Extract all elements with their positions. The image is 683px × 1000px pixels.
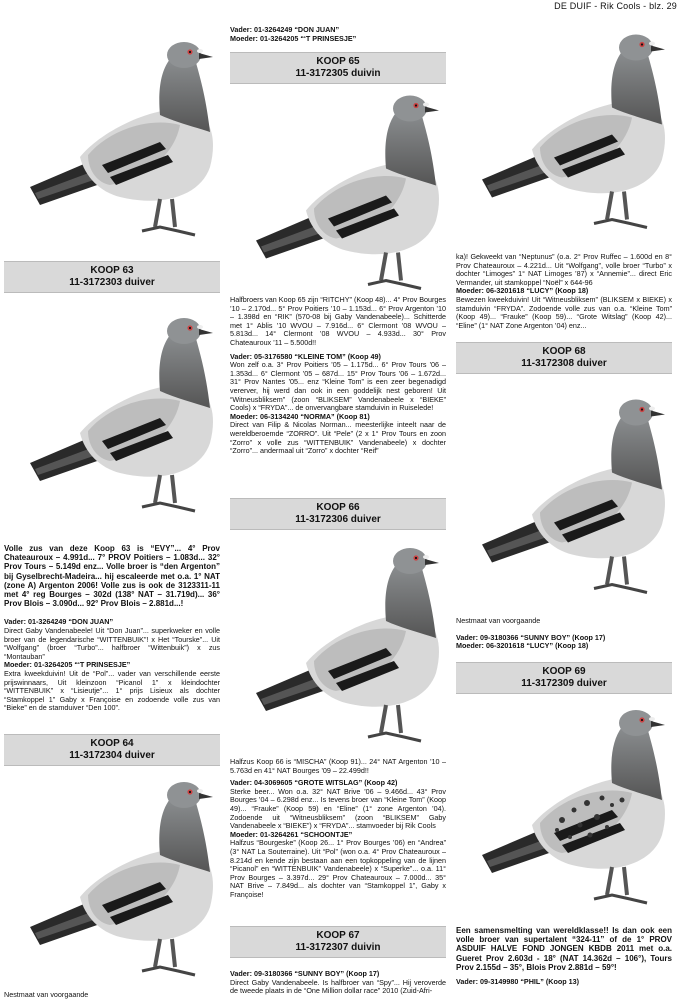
pigeon-photo-koop-64 — [10, 772, 220, 982]
koop-66-vader-text: Sterke beer... Won o.a. 32° NAT Brive ’06 – 9.466d... 43° Prov Bourges ’04 – 6.298d enz... Is tevens broer van “Kleine Tom” (Koop 49)... “Frauke” (Koop 59) en “Eline” (1° zone Argenton ’04). Zodoende uit “Witneusbliksem” (zoon “BLIKSEM” Gaby Vandenabeele x “BIEKE”) x “FRYDA”... stamvoeder bij Rik Cools — [230, 786, 446, 831]
koop-65-top-moeder: Moeder: 01-3264205 “‘T PRINSESJE” — [230, 33, 357, 43]
koop-64-title: KOOP 64 — [90, 738, 134, 749]
koop-63-title: KOOP 63 — [90, 265, 134, 276]
koop-67-vader-text: Direct Gaby Vandenabeele. Is halfbroer van “Spy”... Hij veroverde de tweede plaats in de “One Million dollar race” 2010 (Zuid-Afri- — [230, 977, 446, 996]
koop-63-intro: Volle zus van deze Koop 63 is “EVY”... 4° Prov Chateauroux – 4.991d... 7° PROV Poitiers – 1.083d... 32° Prov Tours – 5.149d enz... Volle broer is “den Argenton” bij Gyselbrecht-Madeira... hij escaleerde met o.a. 1° NAT (zone A) Argenton 2006! Volle zus is ook de 3123311-11 met 4° reg Bourges – 302d (138° NAT – 31.719d)... 36° Prov Blois – 3.090d... 92° Prov Blois – 2.881d...! — [4, 544, 220, 609]
koop-66-moeder-title: Moeder: 01-3264261 “SCHOONTJE” — [230, 829, 353, 839]
koop-69-final: Een samensmelting van wereldklasse!! Is dan ook een volle broer van supertalent “324-11” of de 1° PROV ASDUIF HALVE FOND JONGEN KBDB 2011 met o.a. Gueret Prov 2.603d - 18° (NAT 14.362d – 106°), Tours Prov 2.155d – 35°, Blois Prov 2.881d – 59°! — [456, 926, 672, 972]
koop-65-p1: Halfbroers van Koop 65 zijn “RITCHY” (Koop 48)... 4° Prov Bourges ’10 – 2.170d... 5° Prov Poitiers ’10 – 1.153d... 6° Prov Argenton ’10 – 1.398d en “RIK” (570-08 bij Gaby Vandenabeele)... Schitterde met 1° Ablis ’10 WVOU – 7.916d... 6° Clermont ’08 WVOU – 5.813d... 14° Clermont ’08 WVOU – 4.933d... 30° Prov Chateauroux ’11 – 5.500d!! — [230, 295, 446, 347]
koop-63-description — [4, 544, 220, 713]
koop-63-banner — [4, 261, 220, 293]
koop-65-banner — [230, 52, 446, 84]
koop-67-moeder-title: Moeder: 06-3201618 “LUCY” (Koop 18) — [456, 286, 589, 296]
pigeon-photo-koop-69 — [462, 700, 672, 910]
koop-63-vader-text: Direct Gaby Vandenabeele! Uit “Don Juan”... superkweker en volle broer van de legendarische “WITTENBUIK”! x Het “Tourske”... Uit “Wolfgang” (broer “Turbo”... halfbroer “Wittenbuik”) x zus “Montauban” — [4, 626, 220, 661]
koop-65-vader-text: Won zelf o.a. 3° Prov Poitiers ’05 – 1.175d... 6° Prov Tours ’06 – 1.353d... 6° Clermont ’05 – 687d... 15° Prov Tours ’06 – 1.672d... 31° Prov Nantes ’05... enz “Kleine Tom” is een zeer begenadigd vererver, hij werd dan ook in een goddelijk nest geboren! Uit “Witneusbliksem” (zoon “BLIKSEM” Vandenabeele x “BIEKE” Cools) x “FRYDA”... de onvervangbare stamduivin in Ruiselede! — [230, 360, 446, 413]
koop-65-vader-title: Vader: 05-3176580 “KLEINE TOM” (Koop 49) — [230, 351, 381, 361]
koop-66-banner — [230, 498, 446, 530]
pigeon-photo-koop-66 — [236, 538, 446, 748]
koop-69-title: KOOP 69 — [542, 666, 586, 677]
koop-64-ring: 11-3172304 duiver — [69, 750, 155, 761]
koop-67-description — [230, 970, 446, 996]
koop-66-p1: Halfzus Koop 66 is “MISCHA” (Koop 91)... 24° NAT Argenton ’10 – 5.763d en 41° NAT Bourges ’09 – 22.499d!! — [230, 757, 446, 775]
koop-69-moeder-title: Moeder: 06-3201618 “LUCY” (Koop 18) — [456, 641, 589, 651]
page-header: DE DUIF - Rik Cools - blz. 29 — [554, 1, 677, 11]
pigeon-photo-nestmate-68 — [462, 392, 672, 597]
koop-67-ring: 11-3172307 duivin — [295, 942, 381, 953]
koop-67-vader-title: Vader: 09-3180366 “SUNNY BOY” (Koop 17) — [230, 969, 380, 978]
koop-65-top-vader: Vader: 01-3264249 “DON JUAN” — [230, 25, 340, 34]
koop-63-ring: 11-3172303 duiver — [69, 277, 155, 288]
pigeon-photo-nestmate-63 — [10, 298, 220, 528]
koop-67-moeder-text: Bewezen kweekduivin! Uit “Witneusbliksem” (BLIKSEM x BIEKE) x stamduivin “FRYDA”. Zodoende volle zus van o.a. “Kleine Tom” (Koop 49)... “Frauke” (Koop 59)... “Grote Witslag” (Koop 42)... “Eline” (1° NAT Zone Argenton ’04) enz... — [456, 294, 672, 330]
koop-65-parents — [230, 26, 446, 43]
koop-67-title: KOOP 67 — [316, 930, 360, 941]
koop-64-banner — [4, 734, 220, 766]
pigeon-photo-koop-63 — [10, 22, 220, 252]
koop-66-description — [230, 758, 446, 900]
koop-63-moeder-title: Moeder: 01-3264205 “‘T PRINSESJE” — [4, 660, 131, 670]
koop-69-ring: 11-3172309 duiver — [521, 678, 607, 689]
koop-68-ring: 11-3172308 duiver — [521, 358, 607, 369]
koop-68-banner — [456, 342, 672, 374]
koop-66-ring: 11-3172306 duiver — [295, 514, 381, 525]
koop-65-ring: 11-3172305 duivin — [295, 68, 381, 79]
pigeon-photo-koop-67 — [462, 22, 672, 237]
koop-69-banner — [456, 662, 672, 694]
koop-63-vader-title: Vader: 01-3264249 “DON JUAN” — [4, 617, 114, 627]
pigeon-photo-koop-65 — [236, 88, 446, 293]
koop-67-p1: ka)! Gekweekt van “Neptunus” (o.a. 2° Prov Ruffec – 1.600d en 8° Prov Chateauroux – 4.221d... Uit “Wolfgang”, volle broer “Turbo” x dochter “Limoges” 1° NAT Limoges ’87) x “Annemie”... direct Eric Vermander, uit stamkoppel “Noël” x 644-96 — [456, 252, 672, 287]
koop-65-title: KOOP 65 — [316, 56, 360, 67]
koop-65-moeder-title: Moeder: 06-3134240 “NORMA” (Koop 81) — [230, 411, 370, 421]
koop-66-moeder-text: Halfzus “Bourgeske” (Koop 26... 1° Prov Bourges ’06) en “Andrea” (3° NAT La Souterraine). Uit “Pol” (won o.a. 4° Prov Chateauroux – 8.214d en kende zijn bestaan aan een topkoppeling van de lijnen “Picanol” en “WITTENBUIK” Vandenabeele) x “Superke”... o.a. 11° Prov Bourges – 3.397d... 29° Prov Chateauroux – 7.000d... 35° NAT Brive – 7.849d... als dochter van “Stamkoppel 1”, Gaby x Françoise! — [230, 838, 446, 899]
koop-69-vader-title: Vader: 09-3149980 “PHIL” (Koop 13) — [456, 977, 580, 987]
col3-caption: Nestmaat van voorgaande — [456, 616, 541, 625]
koop-65-description — [230, 296, 446, 456]
koop-67-banner — [230, 926, 446, 958]
koop-66-title: KOOP 66 — [316, 502, 360, 513]
col1-caption: Nestmaat van voorgaande — [4, 990, 89, 999]
koop-63-moeder-text: Extra kweekduivin! Uit de “Pol”... vader van verschillende eerste prijswinnaars, Uit kleinzoon “Picanol 1” x kleindochter “WITTENBUIK” x “Lisieutje”... 1° prijs Lisieux als dochter “Stamkoppel 1” Gaby x Françoise en zodoende volle zus van “Bieke” en de stamduiver “Den 100”. — [4, 668, 220, 713]
koop-69-parents — [456, 617, 672, 651]
koop-67-description-cont — [456, 253, 672, 330]
koop-69-description — [456, 926, 672, 987]
koop-69-vader-title: Vader: 09-3180366 “SUNNY BOY” (Koop 17) — [456, 632, 606, 642]
koop-66-vader-title: Vader: 04-3069605 “GROTE WITSLAG” (Koop 42) — [230, 778, 398, 788]
koop-68-title: KOOP 68 — [542, 346, 586, 357]
koop-65-moeder-text: Direct van Filip & Nicolas Norman... meesterlijke inteelt naar de wereldberoemde “ZORRO”. Uit “Pele” (2 x 1° Prov Tours en zoon “Zorro” x volle zus “WITTENBUIK” Vandenabeele) x dochter “Zorro”... andermaal uit “Zorro” x dochter “Reif” — [230, 420, 446, 456]
